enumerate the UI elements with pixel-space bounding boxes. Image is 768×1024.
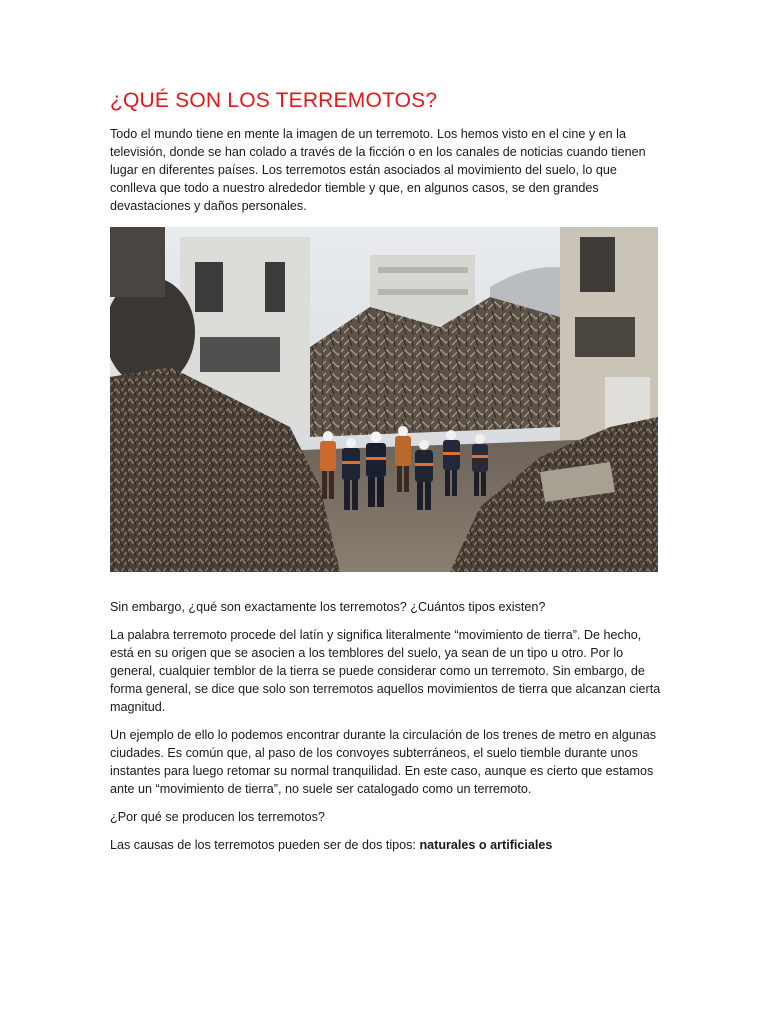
etymology-paragraph: La palabra terremoto procede del latín y significa literalmente “movimiento de tierra”. De hecho, está en su origen que se asocien a los temblores del suelo, ya sean de un tipo u otro. Por lo general, cualquier temblor de la tierra se puede considerar como un terremoto. Sin embargo, de forma general, se dice que solo son terremotos aquellos movimientos de tierra que alcanzan cierta magnitud.: [110, 628, 661, 714]
causes-types-bold: naturales o artificiales: [419, 838, 553, 852]
question-why-earthquakes: ¿Por qué se producen los terremotos?: [110, 810, 325, 824]
causes-paragraph: [110, 836, 662, 854]
causes-text: Las causas de los terremotos pueden ser de dos tipos:: [110, 838, 420, 852]
metro-example-paragraph: Un ejemplo de ello lo podemos encontrar durante la circulación de los trenes de metro en algunas ciudades. Es común que, al paso de los convoyes subterráneos, el suelo tiemble durante unos instantes para luego retomar su normal tranquilidad. En este caso, aunque es cierto que estamos ante un “movimiento de tierra”, no suele ser catalogado como un terremoto.: [110, 728, 657, 796]
question-what-are-earthquakes: Sin embargo, ¿qué son exactamente los terremotos? ¿Cuántos tipos existen?: [110, 600, 546, 614]
page-title: ¿QUÉ SON LOS TERREMOTOS?: [110, 89, 438, 112]
document-page: [110, 88, 662, 854]
intro-paragraph: Todo el mundo tiene en mente la imagen de un terremoto. Los hemos visto en el cine y en la televisión, donde se han colado a través de la ficción o en los canales de noticias cuando tienen lugar en diferentes países. Los terremotos están asociados al movimiento del suelo, lo que conlleva que todo a nuestro alrededor tiemble y que, en algunos casos, se den grandes devastaciones y daños personales.: [110, 127, 646, 213]
earthquake-rubble-photo: [110, 227, 658, 572]
